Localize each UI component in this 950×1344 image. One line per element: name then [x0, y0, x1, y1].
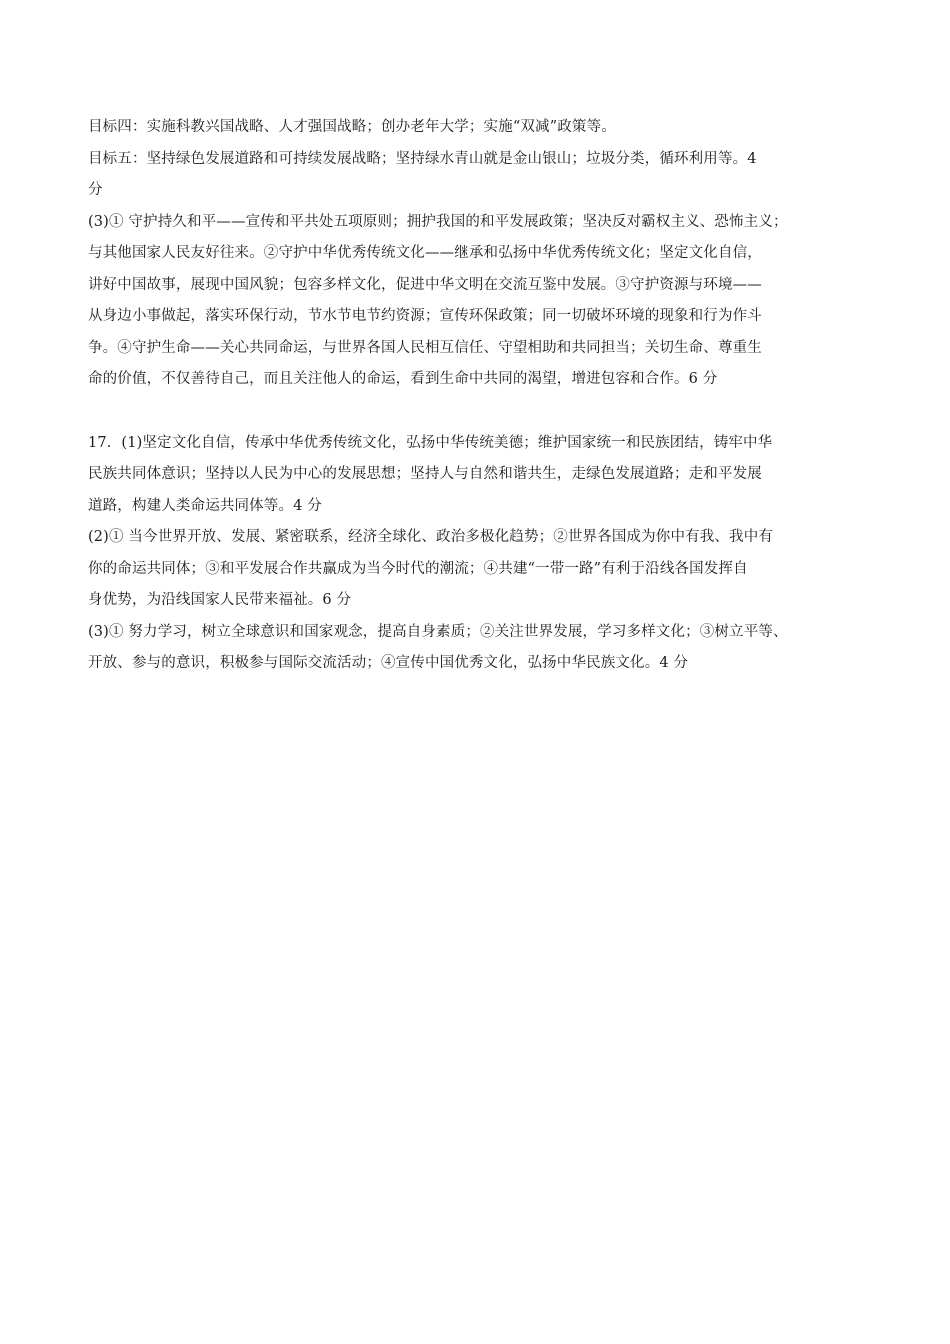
- goal-four-text: 目标四：实施科教兴国战略、人才强国战略；创办老年大学；实施“双减”政策等。: [88, 119, 616, 135]
- part-3-answer-line: 命的价值，不仅善待自己，而且关注他人的命运，看到生命中共同的渴望，增进包容和合作。6 分: [88, 371, 718, 387]
- q17-part-1-line: 道路，构建人类命运共同体等。4 分: [88, 497, 322, 514]
- section-16-continued: [88, 114, 888, 392]
- q17-part-2-line: 你的命运共同体；③和平发展合作共赢成为当今时代的潮流；④共建“一带一路”有利于沿线各国发挥自: [88, 560, 748, 577]
- part-3-answer-line: 与其他国家人民友好往来。②守护中华优秀传统文化——继承和弘扬中华优秀传统文化；坚定文化自信，: [88, 245, 762, 261]
- section-spacer: [88, 398, 888, 430]
- q17-part-1-line: 民族共同体意识；坚持以人民为中心的发展思想；坚持人与自然和谐共生，走绿色发展道路；走和平发展: [88, 466, 762, 482]
- goal-five-text-continued: 分: [88, 182, 103, 198]
- q17-part-3-line: 开放、参与的意识，积极参与国际交流活动；④宣传中国优秀文化，弘扬中华民族文化。4 分: [88, 655, 689, 671]
- part-3-answer-line: 从身边小事做起，落实环保行动，节水节电节约资源；宣传环保政策；同一切破坏环境的现象和行为作斗: [88, 308, 762, 324]
- q17-part-2-line: 身优势，为沿线国家人民带来福祉。6 分: [88, 592, 352, 608]
- answer-document: [88, 114, 888, 682]
- q17-part-3-line: (3)① 努力学习，树立全球意识和国家观念，提高自身素质；②关注世界发展，学习多样文化；③树立平等、: [88, 623, 788, 640]
- question-17-answer: [88, 430, 888, 677]
- q17-part-1-line: 17．(1)坚定文化自信，传承中华优秀传统文化，弘扬中华传统美德；维护国家统一和民族团结，铸牢中华: [88, 434, 773, 451]
- part-3-answer-line: 讲好中国故事，展现中国风貌；包容多样文化，促进中华文明在交流互鉴中发展。③守护资源与环境——: [88, 276, 762, 293]
- part-3-answer-line: 争。④守护生命——关心共同命运，与世界各国人民相互信任、守望相助和共同担当；关切生命、尊重生: [88, 339, 762, 356]
- part-3-answer-line: (3)① 守护持久和平——宣传和平共处五项原则；拥护我国的和平发展政策；坚决反对霸权主义、恐怖主义；: [88, 213, 788, 230]
- goal-five-text: 目标五：坚持绿色发展道路和可持续发展战略；坚持绿水青山就是金山银山；垃圾分类，循环利用等。4: [88, 150, 757, 167]
- q17-part-2-line: (2)① 当今世界开放、发展、紧密联系，经济全球化、政治多极化趋势；②世界各国成为你中有我、我中有: [88, 529, 773, 545]
